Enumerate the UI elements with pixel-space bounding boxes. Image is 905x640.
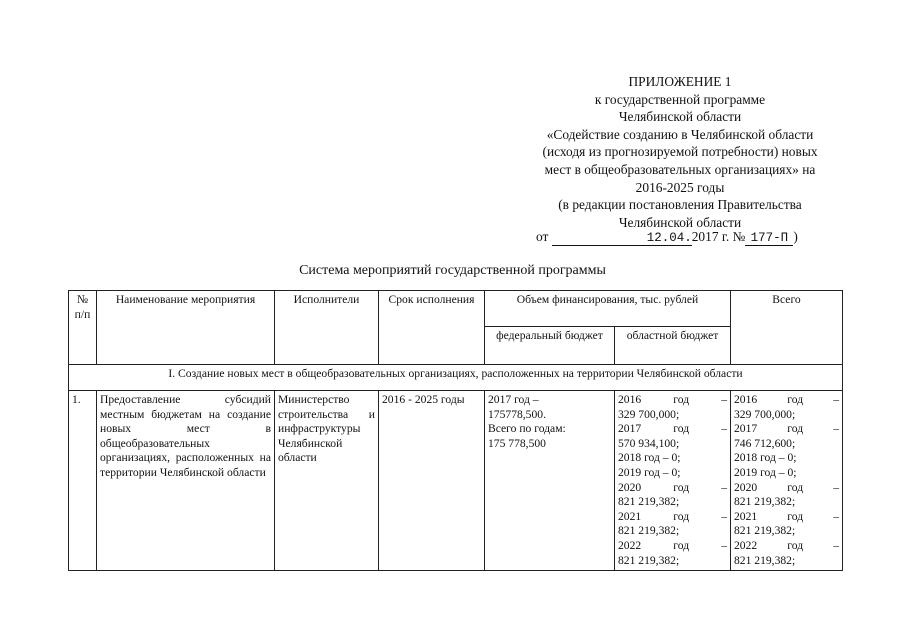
row-name: Предоставление субсидий местным бюджетам на создание новых мест в общеобразовательных организациях, расположенных на территории Челябинской области [97, 391, 275, 571]
resolution-date-line [536, 229, 846, 246]
appendix-line: Челябинской области [618, 214, 742, 230]
year-text: 2020 [734, 480, 758, 494]
regional-value: 570 934,100; [618, 436, 680, 450]
year-text: 2016 [734, 393, 758, 406]
appendix-line: 2016-2025 годы [635, 179, 725, 195]
dash: – [721, 480, 727, 494]
header-total: Всего [731, 291, 843, 365]
total-line: 2019 год – 0; [734, 465, 797, 479]
page-title: Система мероприятий государственной программы [299, 263, 606, 278]
close-paren: ) [793, 229, 798, 244]
appendix-line: «Содействие созданию в Челябинской области [546, 126, 814, 142]
federal-line: 175778,500. [488, 407, 546, 421]
total-value: 329 700,000; [734, 407, 796, 421]
appendix-line: (исходя из прогнозируемой потребности) новых [542, 144, 818, 160]
appendix-header [520, 73, 840, 231]
total-year-line [734, 539, 839, 554]
measures-table [68, 290, 843, 571]
dash: – [721, 393, 727, 406]
year-text: 2020 [618, 480, 642, 494]
year-text: 2017 [618, 422, 642, 436]
year-text: 2021 [618, 509, 642, 523]
date-field: 12.04. [552, 231, 692, 246]
header-executors: Исполнители [275, 291, 379, 365]
year-word: год [787, 422, 804, 436]
header-name: Наименование мероприятия [97, 291, 275, 365]
dash: – [833, 422, 839, 436]
total-year-line [734, 393, 839, 408]
total-value: 746 712,600; [734, 436, 796, 450]
year-text: 2016 [618, 393, 642, 406]
regional-line: 2019 год – 0; [618, 465, 681, 479]
regional-year-line [618, 393, 727, 408]
regional-year-line [618, 481, 727, 496]
header-federal: федеральный бюджет [485, 327, 615, 365]
row-executors: Министерство строительства и инфраструктуры Челябинской области [275, 391, 379, 571]
appendix-line: к государственной программе [594, 91, 766, 107]
federal-line: Всего по годам: [488, 422, 566, 436]
row-term: 2016 - 2025 годы [379, 391, 485, 571]
appendix-line: (в редакции постановления Правительства [558, 197, 802, 213]
total-value: 821 219,382; [734, 524, 796, 538]
row-regional [615, 391, 731, 571]
year-text: 2022 [734, 538, 758, 552]
year-text: 2022 [618, 538, 642, 552]
total-value: 821 219,382; [734, 495, 796, 509]
regional-value: 821 219,382; [618, 495, 680, 509]
year-text: 2021 [734, 509, 758, 523]
total-year-line [734, 422, 839, 437]
regional-value: 329 700,000; [618, 407, 680, 421]
dash: – [721, 509, 727, 523]
year-word: год [787, 480, 804, 494]
dash: – [833, 538, 839, 552]
section-heading: I. Создание новых мест в общеобразовательных организациях, расположенных на территории Челябинской области [69, 365, 843, 391]
year-word: год [673, 393, 690, 406]
header-term: Срок исполнения [379, 291, 485, 365]
year-word: год [787, 538, 804, 552]
total-line: 2018 год – 0; [734, 451, 797, 465]
dash: – [833, 480, 839, 494]
year-text: 2017 [734, 422, 758, 436]
regional-year-line [618, 422, 727, 437]
year-number-label: 2017 г. № [691, 229, 746, 244]
appendix-line: ПРИЛОЖЕНИЕ 1 [628, 74, 732, 89]
dash: – [721, 538, 727, 552]
regional-year-line [618, 510, 727, 525]
header-num: № п/п [69, 291, 97, 365]
federal-line: 175 778,500 [488, 436, 546, 450]
dash: – [721, 422, 727, 436]
total-year-line [734, 510, 839, 525]
regional-line: 2018 год – 0; [618, 451, 681, 465]
year-word: год [673, 509, 690, 523]
row-federal [485, 391, 615, 571]
regional-year-line [618, 539, 727, 554]
year-word: год [673, 422, 690, 436]
appendix-line: Челябинской области [618, 109, 742, 125]
from-label: от [536, 229, 549, 244]
year-word: год [787, 393, 804, 406]
regional-value: 821 219,382; [618, 524, 680, 538]
year-word: год [787, 509, 804, 523]
number-field: 177-П [745, 231, 793, 246]
total-value: 821 219,382; [734, 553, 796, 567]
row-total [731, 391, 843, 571]
year-word: год [673, 480, 690, 494]
regional-value: 821 219,382; [618, 553, 680, 567]
year-word: год [673, 538, 690, 552]
header-regional: областной бюджет [615, 327, 731, 365]
federal-line: 2017 год – [488, 393, 539, 406]
header-financing: Объем финансирования, тыс. рублей [485, 291, 731, 327]
dash: – [833, 509, 839, 523]
row-num: 1. [69, 391, 97, 571]
total-year-line [734, 481, 839, 496]
appendix-line: мест в общеобразовательных организациях» на [544, 161, 816, 177]
dash: – [833, 393, 839, 406]
